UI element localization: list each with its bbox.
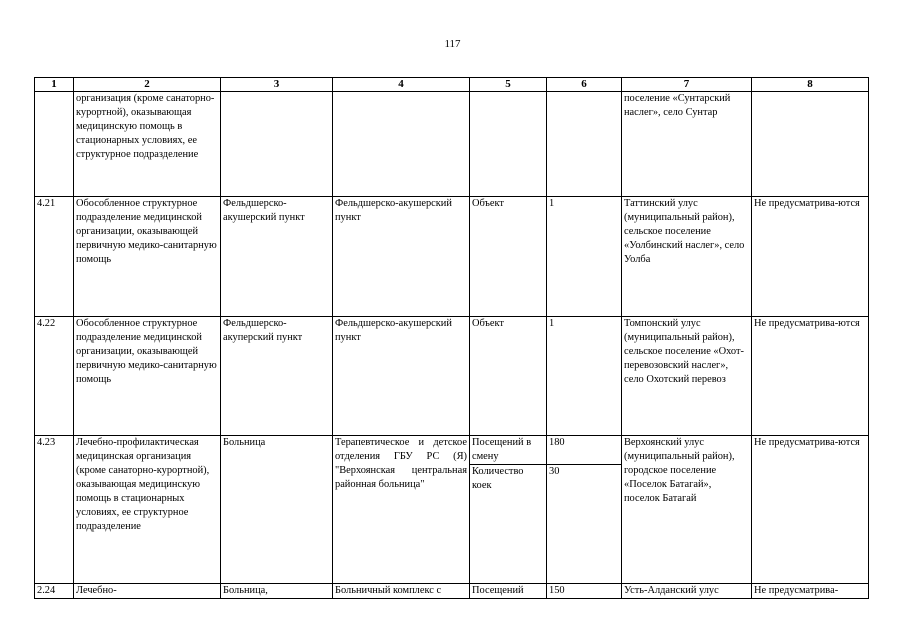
cell-value: 1 xyxy=(547,317,622,436)
cell-unit: Объект xyxy=(470,197,547,317)
column-header: 1 xyxy=(35,78,74,92)
cell-type: Фельдшерско-акушерский пункт xyxy=(221,197,333,317)
cell-object: Больничный комплекс с xyxy=(333,584,470,599)
cell-zone: Не предусматрива-ются xyxy=(752,436,869,584)
column-header: 3 xyxy=(221,78,333,92)
table-row xyxy=(35,92,869,197)
cell-object: Фельдшерско-акушерский пункт xyxy=(333,317,470,436)
cell-value xyxy=(547,92,622,197)
table-row xyxy=(35,197,869,317)
table-row xyxy=(35,317,869,436)
cell-name: Лечебно-профилактическая медицинская организация (кроме санаторно-курортной), оказывающая медицинскую помощь в стационарных условиях, ее структурное подразделение xyxy=(74,436,221,584)
cell-unit: Посещений в смену xyxy=(470,436,547,465)
cell-name: Обособленное структурное подразделение медицинской организации, оказывающей первичную медико-санитарную помощь xyxy=(74,197,221,317)
cell-type: Больница, xyxy=(221,584,333,599)
cell-name: Лечебно- xyxy=(74,584,221,599)
column-header: 7 xyxy=(622,78,752,92)
cell-value: 150 xyxy=(547,584,622,599)
cell-num xyxy=(35,92,74,197)
cell-type: Фельдшерско-акуперский пункт xyxy=(221,317,333,436)
cell-num: 4.21 xyxy=(35,197,74,317)
page-number: 117 xyxy=(444,38,461,50)
cell-zone: Не предусматрива-ются xyxy=(752,317,869,436)
column-header: 8 xyxy=(752,78,869,92)
table-row xyxy=(35,584,869,599)
column-header: 4 xyxy=(333,78,470,92)
cell-location: Усть-Алданский улус xyxy=(622,584,752,599)
column-header: 6 xyxy=(547,78,622,92)
column-header: 5 xyxy=(470,78,547,92)
cell-unit: Объект xyxy=(470,317,547,436)
cell-object: Фельдшерско-акушерский пункт xyxy=(333,197,470,317)
cell-value: 30 xyxy=(547,465,622,584)
cell-value: 1 xyxy=(547,197,622,317)
cell-zone: Не предусматрива-ются xyxy=(752,197,869,317)
cell-unit: Посещений xyxy=(470,584,547,599)
table-row xyxy=(35,436,869,465)
cell-location: поселение «Сунтарский наслег», село Сунтар xyxy=(622,92,752,197)
cell-name: Обособленное структурное подразделение медицинской организации, оказывающей первичную медико-санитарную помощь xyxy=(74,317,221,436)
header-row xyxy=(35,78,869,92)
cell-location: Таттинский улус (муниципальный район), сельское поселение «Уолбинский наслег», село Уолба xyxy=(622,197,752,317)
cell-location: Томпонский улус (муниципальный район), сельское поселение «Охот-перевозовский наслег», село Охотский перевоз xyxy=(622,317,752,436)
cell-num: 4.22 xyxy=(35,317,74,436)
cell-location: Верхоянский улус (муниципальный район), городское поселение «Поселок Батагай», поселок Батагай xyxy=(622,436,752,584)
cell-num: 2.24 xyxy=(35,584,74,599)
cell-zone: Не предусматрива- xyxy=(752,584,869,599)
cell-type xyxy=(221,92,333,197)
cell-object xyxy=(333,92,470,197)
column-header: 2 xyxy=(74,78,221,92)
cell-unit xyxy=(470,92,547,197)
cell-unit: Количество коек xyxy=(470,465,547,584)
cell-num: 4.23 xyxy=(35,436,74,584)
document-table xyxy=(34,77,869,599)
cell-value: 180 xyxy=(547,436,622,465)
cell-name: организация (кроме санаторно-курортной), оказывающая медицинскую помощь в стационарных условиях, ее структурное подразделение xyxy=(74,92,221,197)
cell-object: Терапевтическое и детское отделения ГБУ РС (Я) "Верхоянская центральная районная больница" xyxy=(333,436,470,584)
cell-type: Больница xyxy=(221,436,333,584)
cell-zone xyxy=(752,92,869,197)
